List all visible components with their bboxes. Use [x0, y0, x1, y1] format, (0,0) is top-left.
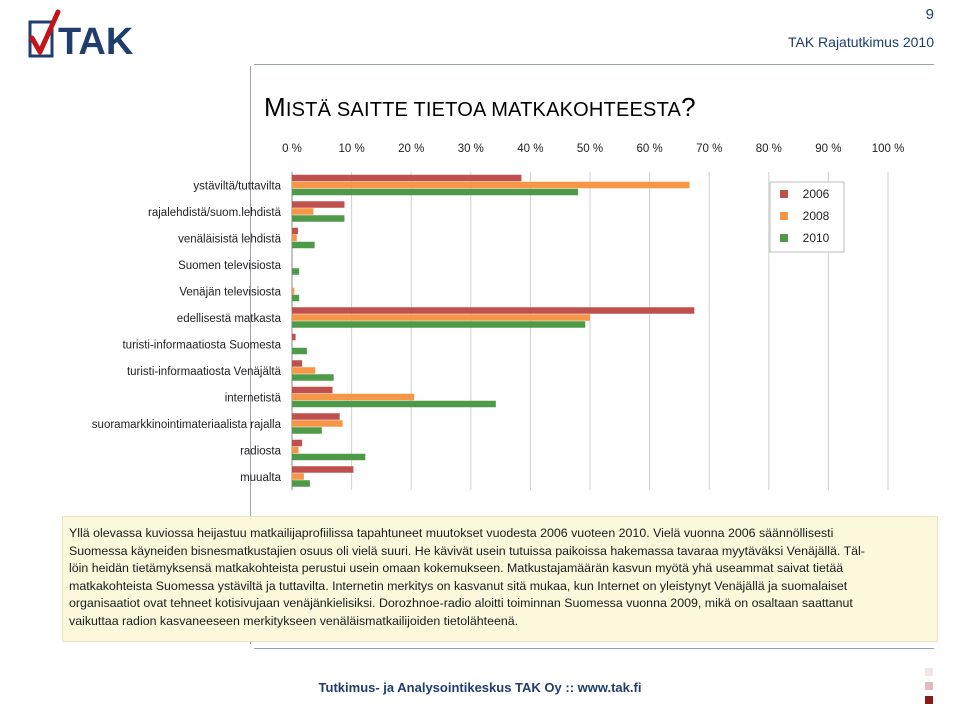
bar-2010	[292, 242, 315, 249]
bar-2010	[292, 401, 496, 408]
category-label: rajalehdistä/suom.lehdistä	[148, 206, 281, 219]
x-tick-label: 30 %	[457, 143, 484, 155]
x-tick-label: 60 %	[636, 143, 663, 155]
note-line: Suomessa käyneiden bisnesmatkustajien osuus oli vielä suuri. He kävivät usein tutuissa paikoissa hakemassa tavaraa myytäväksi Venäjällä. Täl-	[69, 543, 865, 558]
legend-swatch	[780, 212, 788, 220]
x-tick-label: 100 %	[871, 143, 905, 155]
bar-2008	[292, 420, 343, 427]
bar-2008	[292, 182, 690, 189]
category-label: turisti-informaatiosta Suomesta	[122, 339, 281, 352]
bar-2010	[292, 295, 299, 302]
note-line: organisaatiot ovat tehneet kotisivujaan venäjänkielisiksi. Dorozhnoe-radio aloitti toiminnan Suomessa vuonna 2009, mikä on osaltaan saattanut	[69, 596, 853, 611]
footer-text: Tutkimus- ja Analysointikeskus TAK Oy :: www.tak.fi	[318, 680, 642, 695]
bar-2010	[292, 268, 299, 275]
x-tick-label: 90 %	[815, 143, 842, 155]
tak-logo	[28, 8, 160, 62]
note-line: vaikuttaa radion kasvaneeseen merkitykseen venäläismatkailijoiden tietolähteenä.	[69, 613, 519, 628]
category-label: internetistä	[224, 392, 281, 405]
bar-2008	[292, 394, 414, 401]
category-label: Suomen televisiosta	[178, 259, 281, 272]
footer-divider	[254, 648, 934, 649]
bar-2008	[292, 473, 304, 480]
bar-2010	[292, 348, 307, 355]
bar-2006	[292, 360, 302, 367]
bar-2010	[292, 321, 585, 328]
slide-title-end: ?	[681, 92, 696, 122]
bar-2006	[292, 466, 353, 473]
bar-2010	[292, 215, 344, 222]
x-tick-label: 20 %	[398, 143, 425, 155]
category-label: venäläisistä lehdistä	[178, 233, 281, 246]
legend-swatch	[780, 234, 788, 242]
legend-label: 2008	[802, 209, 830, 223]
category-label: muualta	[240, 471, 281, 484]
bar-2006	[292, 175, 521, 182]
bar-2010	[292, 189, 578, 196]
header-divider	[254, 64, 934, 65]
category-label: edellisestä matkasta	[176, 312, 281, 325]
bar-2006	[292, 387, 333, 394]
bar-2010	[292, 427, 322, 434]
legend-swatch	[780, 190, 788, 198]
bar-2006	[292, 334, 296, 341]
report-title: TAK Rajatutkimus 2010	[787, 34, 934, 50]
x-tick-label: 70 %	[696, 143, 723, 155]
bar-2008	[292, 314, 590, 321]
x-tick-label: 80 %	[755, 143, 782, 155]
chart-note	[62, 516, 938, 642]
category-label: radiosta	[240, 445, 281, 458]
bar-2008	[292, 367, 315, 374]
bar-2010	[292, 374, 334, 381]
x-tick-label: 0 %	[282, 143, 302, 155]
bar-2008	[292, 288, 294, 295]
chart-bars	[292, 175, 694, 487]
decor-square-mid	[925, 682, 933, 690]
bar-2006	[292, 440, 302, 447]
bar-2006	[292, 307, 694, 314]
bar-2008	[292, 235, 297, 242]
category-label: Venäjän televisiosta	[179, 286, 281, 299]
category-label: turisti-informaatiosta Venäjältä	[126, 365, 281, 378]
bar-2006	[292, 201, 344, 208]
decor-square-dark	[925, 696, 933, 704]
bar-2010	[292, 480, 310, 487]
x-tick-label: 40 %	[517, 143, 544, 155]
category-labels	[92, 180, 282, 484]
bar-2008	[292, 208, 313, 215]
decor-square-light	[925, 668, 933, 676]
x-tick-label: 10 %	[338, 143, 365, 155]
legend-label: 2010	[802, 231, 830, 245]
bar-2006	[292, 228, 298, 235]
category-label: suoramarkkinointimateriaalista rajalla	[91, 418, 281, 431]
note-line: Yllä olevassa kuviossa heijastuu matkailijaprofiilissa tapahtuneet muutokset vuodesta 2006 vuoteen 2010. Vielä vuonna 2006 säännöllisesti	[69, 526, 834, 540]
bar-2006	[292, 413, 340, 420]
note-line: matkakohteista Suomessa ystäviltä ja tuttavilta. Internetin merkitys on kasvanut sitä mukaa, kun Internet on yleistynyt Venäjällä ja suomalaiset	[69, 578, 848, 593]
logo-text: TAK	[58, 21, 134, 62]
source-bar-chart	[0, 130, 960, 500]
category-label: ystäviltä/tuttavilta	[193, 180, 281, 193]
slide-title	[264, 92, 696, 123]
x-axis-ticks	[282, 143, 904, 155]
chart-legend	[770, 182, 844, 252]
x-tick-label: 50 %	[576, 143, 604, 155]
legend-label: 2006	[802, 187, 830, 201]
slide-title-lead: M	[264, 92, 286, 122]
slide-title-rest: ISTÄ SAITTE TIETOA MATKAKOHTEESTA	[285, 99, 682, 121]
page-number: 9	[925, 6, 934, 23]
bar-2008	[292, 447, 299, 454]
bar-2010	[292, 454, 365, 461]
note-line: löin heidän tietämyksensä matkakohteista perustui usein omaan kokemukseen. Matkustajamäärän kasvun myötä yhä useammat saivat tietää	[69, 561, 844, 576]
